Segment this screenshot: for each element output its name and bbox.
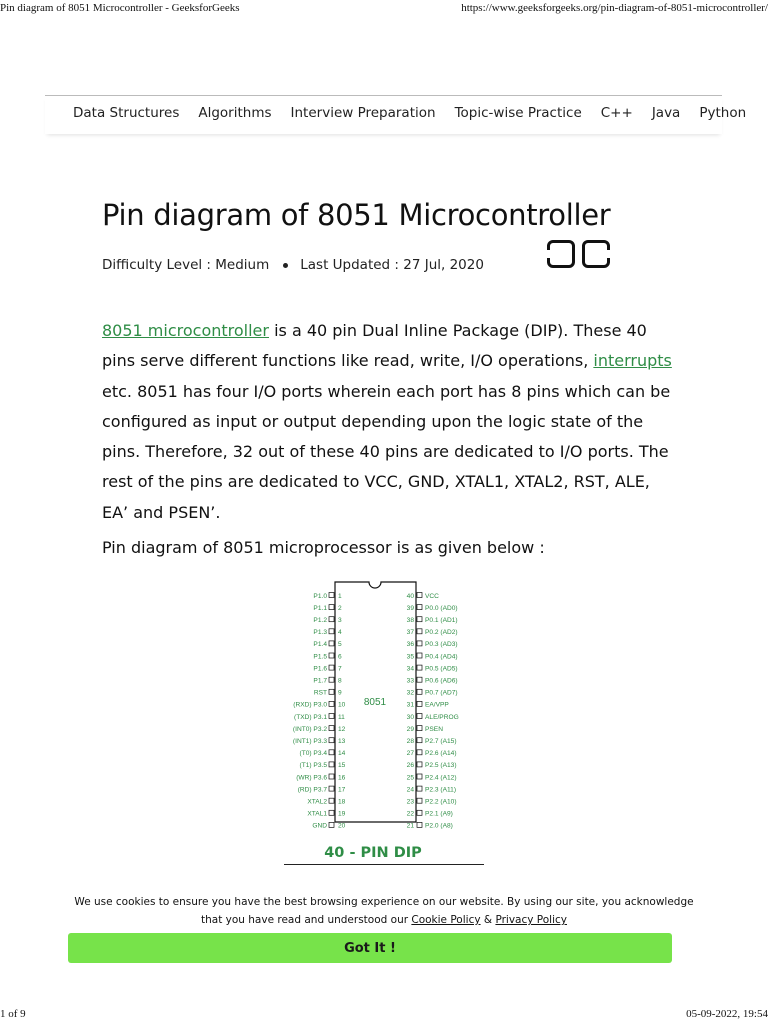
pin-number: 35	[406, 653, 414, 661]
pin-number: 12	[338, 725, 346, 733]
article-actions	[547, 240, 610, 268]
pin-name: VCC	[425, 592, 439, 600]
pin-name: P0.2 (AD2)	[425, 629, 458, 637]
pin-number: 21	[406, 822, 414, 830]
pin-name: GND	[312, 822, 327, 830]
print-header	[0, 0, 768, 18]
print-page-title: Pin diagram of 8051 Microcontroller - GeeksforGeeks	[0, 2, 240, 14]
pin-name: P0.0 (AD0)	[425, 604, 458, 612]
pin-number: 7	[338, 665, 342, 673]
pin-number: 36	[406, 641, 414, 649]
nav-item-interview-preparation[interactable]: Interview Preparation	[290, 105, 436, 121]
pin-name: (INT1) P3.3	[292, 738, 327, 745]
pin-number: 33	[406, 677, 414, 685]
separator-dot	[283, 263, 288, 268]
cookie-amp: &	[480, 914, 496, 926]
pin-name: P2.6 (A14)	[425, 750, 457, 758]
pin-number: 6	[338, 653, 342, 661]
pin-number: 1	[338, 592, 342, 600]
cookie-text-prefix: that you have read and understood our	[200, 914, 412, 926]
chip-label: 8051	[363, 697, 387, 708]
pin-number: 26	[406, 762, 414, 770]
pin-13	[293, 738, 346, 745]
share-icon[interactable]	[582, 240, 610, 268]
top-nav	[45, 95, 747, 134]
pin-name: P0.5 (AD5)	[425, 665, 458, 673]
print-page-number: 1 of 9	[0, 1008, 26, 1020]
pin-name: P2.5 (A13)	[425, 762, 457, 770]
pin-number: 18	[338, 798, 346, 806]
pin-name: P2.1 (A9)	[425, 810, 453, 818]
cookie-policy-link[interactable]: Cookie Policy	[411, 914, 481, 926]
pin-name: P1.2	[313, 617, 327, 624]
pin-number: 40	[406, 592, 414, 600]
pin-18	[307, 798, 345, 805]
pin-name: (T1) P3.5	[299, 762, 327, 770]
pin-12	[293, 726, 346, 733]
nav-item-algorithms[interactable]: Algorithms	[198, 105, 272, 121]
nav-item-python[interactable]: Python	[699, 105, 747, 121]
pin-number: 34	[406, 665, 414, 673]
pin-16	[296, 774, 345, 781]
paragraph-text-2: etc. 8051 has four I/O ports wherein each port has 8 pins which can be configured as input or output depending upon the logic state of the pins. Therefore, 32 out of these 40 pins are dedicated to I/O ports. The rest of the pins are dedicated to VCC, GND, XTAL1, XTAL2, RST, ALE, EA’ and PSEN’.	[102, 381, 671, 522]
pin-number: 10	[338, 701, 346, 709]
pin-21	[407, 822, 453, 829]
pin-number: 9	[338, 689, 342, 697]
page-title: Pin diagram of 8051 Microcontroller	[102, 198, 611, 232]
pin-22	[407, 810, 453, 817]
pin-name: P2.4 (A12)	[425, 774, 457, 782]
pin-15	[300, 762, 346, 769]
pin-number: 25	[406, 774, 414, 782]
pin-name: P1.5	[313, 653, 327, 661]
pin-number: 14	[338, 750, 346, 758]
nav-item-topic-wise-practice[interactable]: Topic-wise Practice	[454, 105, 582, 121]
pin-17	[298, 786, 346, 793]
pin-number: 13	[338, 738, 346, 745]
pin-name: (RXD) P3.0	[293, 701, 327, 709]
pin-name: P1.3	[313, 629, 327, 637]
pin-number: 11	[338, 713, 345, 721]
pin-number: 4	[338, 629, 342, 637]
pin-name: P0.6 (AD6)	[425, 677, 458, 685]
pin-number: 8	[338, 677, 342, 685]
pin-name: (TXD) P3.1	[294, 713, 327, 721]
pin-number: 24	[406, 786, 414, 794]
cookie-text-line2	[0, 911, 768, 929]
pin-number: 15	[338, 762, 346, 770]
pin-name: P2.7 (A15)	[425, 738, 457, 745]
link-interrupts[interactable]: interrupts	[593, 351, 672, 371]
link-8051-microcontroller[interactable]: 8051 microcontroller	[102, 321, 269, 340]
pin-number: 19	[338, 810, 346, 818]
pin-14	[300, 750, 346, 757]
pin-name: P0.3 (AD3)	[425, 641, 458, 649]
pin-diagram-figure	[284, 574, 484, 866]
pin-name: P1.6	[313, 665, 327, 673]
pin-name: P1.7	[313, 677, 327, 685]
pin-name: (RD) P3.7	[297, 786, 327, 794]
pin-number: 16	[338, 774, 346, 782]
nav-item-c[interactable]: C++	[600, 105, 633, 121]
pin-name: P0.1 (AD1)	[425, 617, 458, 624]
pin-name: EA/VPP	[425, 701, 449, 709]
difficulty-level: Difficulty Level : Medium	[102, 257, 270, 273]
pin-number: 37	[406, 629, 414, 637]
pin-31	[407, 701, 450, 708]
article-paragraph-2: Pin diagram of 8051 microprocessor is as given below :	[102, 538, 545, 557]
cookie-banner	[0, 893, 768, 929]
pin-name: P0.7 (AD7)	[425, 689, 458, 697]
pin-number: 2	[338, 604, 342, 612]
pin-number: 32	[406, 689, 414, 697]
pin-name: P1.0	[313, 592, 327, 600]
got-it-button[interactable]: Got It !	[68, 933, 672, 963]
pin-name: P2.3 (A11)	[425, 786, 457, 794]
paragraph-text-1: is a 40 pin Dual Inline Package (DIP). These 40 pins serve different functions like read, write, I/O operations,	[102, 321, 647, 371]
pin-name: (WR) P3.6	[296, 774, 327, 782]
pin-19	[307, 810, 345, 817]
pin-number: 5	[338, 641, 342, 649]
pin-name: P0.4 (AD4)	[425, 653, 458, 661]
pin-number: 30	[406, 713, 414, 721]
pin-number: 23	[406, 798, 414, 806]
pin-10	[293, 701, 345, 708]
pin-number: 28	[406, 738, 414, 745]
article-paragraph	[102, 316, 672, 528]
pin-number: 31	[406, 701, 414, 709]
pin-11	[294, 714, 345, 721]
figure-bottom-rule	[284, 864, 484, 865]
pin-name: RST	[313, 689, 327, 697]
pin-name: (INT0) P3.2	[292, 725, 327, 733]
pin-name: P1.4	[313, 641, 327, 649]
pin-number: 3	[338, 617, 342, 624]
pin-name: P2.0 (A8)	[425, 822, 453, 830]
last-updated: Last Updated : 27 Jul, 2020	[300, 257, 484, 273]
pin-name: P1.1	[313, 604, 327, 612]
nav-item-data-structures[interactable]: Data Structures	[73, 105, 180, 121]
print-footer	[0, 1006, 768, 1024]
pin-name: ALE/PROG	[425, 713, 459, 721]
pin-name: XTAL1	[307, 810, 327, 818]
article-meta	[102, 257, 484, 273]
pin-name: P2.2 (A10)	[425, 798, 457, 806]
nav-item-java[interactable]: Java	[651, 105, 681, 121]
pin-number: 17	[338, 786, 346, 794]
pin-number: 39	[406, 604, 414, 612]
pin-name: (T0) P3.4	[299, 750, 327, 758]
pin-name: XTAL2	[307, 798, 327, 806]
print-page-url: https://www.geeksforgeeks.org/pin-diagram-of-8051-microcontroller/	[461, 2, 768, 14]
pin-name: PSEN	[425, 725, 443, 733]
pin-number: 22	[406, 810, 414, 818]
pin-number: 38	[406, 617, 414, 624]
pin-number: 27	[406, 750, 414, 758]
pin-29	[407, 726, 444, 733]
pin-number: 20	[338, 822, 346, 830]
pin-number: 29	[406, 725, 414, 733]
privacy-policy-link[interactable]: Privacy Policy	[495, 914, 567, 926]
bookmark-icon[interactable]	[547, 240, 575, 268]
cookie-text-line1: We use cookies to ensure you have the best browsing experience on our website. By using our site, you acknowledge	[74, 896, 694, 908]
nav-list	[73, 105, 765, 121]
figure-caption: 40 - PIN DIP	[324, 845, 422, 861]
print-datetime: 05-09-2022, 19:54	[686, 1008, 768, 1020]
